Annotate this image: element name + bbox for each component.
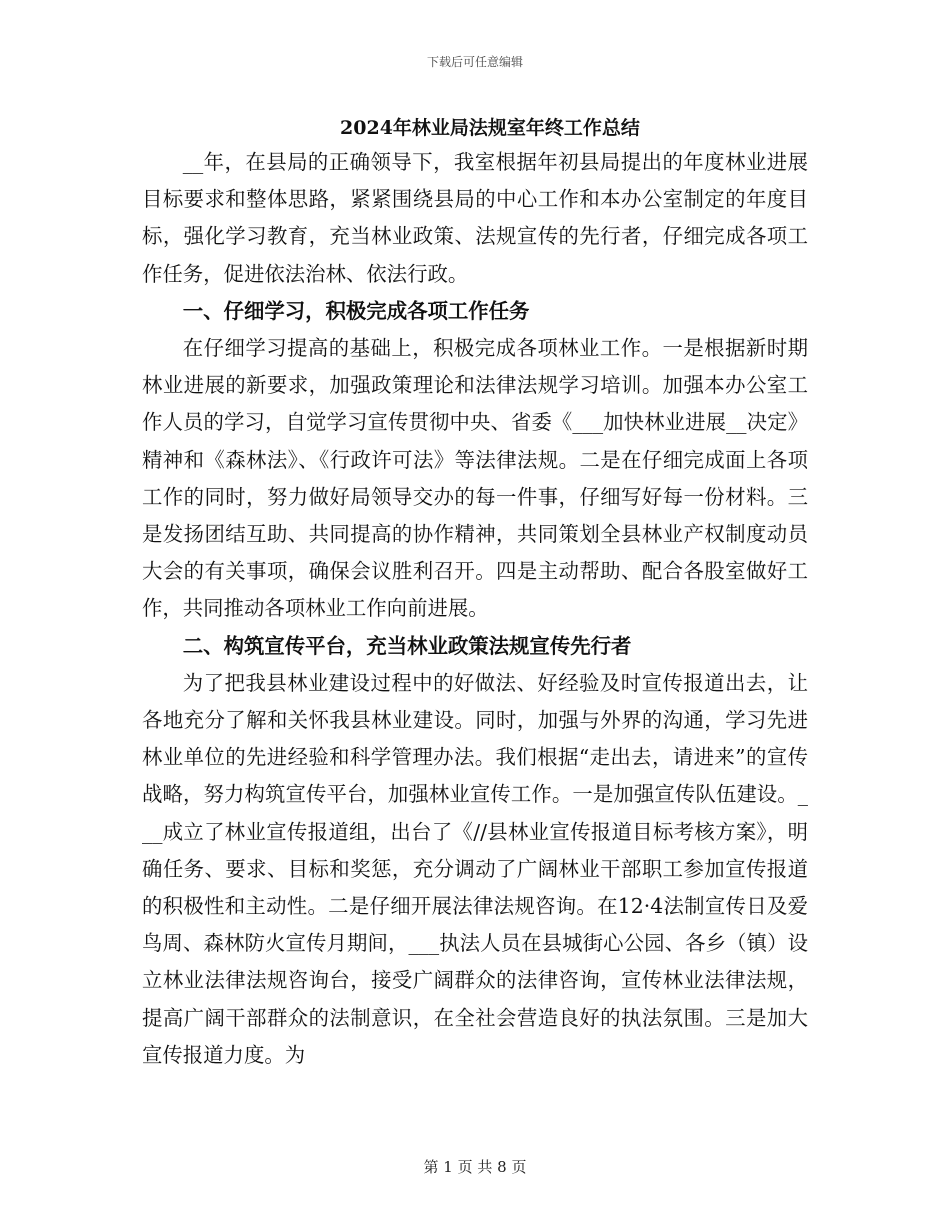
section-heading-1: 一、仔细学习，积极完成各项工作任务 <box>182 298 530 323</box>
page-header-note: 下载后可任意编辑 <box>426 55 523 69</box>
document-body <box>142 112 808 1074</box>
document-title: 2024年林业局法规室年终工作总结 <box>340 117 640 139</box>
paragraph-intro: __年，在县局的正确领导下，我室根据年初县局提出的年度林业进展目标要求和整体思路，紧紧围绕县局的中心工作和本办公室制定的年度目标，强化学习教育，充当林业政策、法规宣传的先行者，仔细完成各项工作任务，促进依法治林、依法行政。 <box>142 150 808 286</box>
paragraph-section-1: 在仔细学习提高的基础上，积极完成各项林业工作。一是根据新时期林业进展的新要求，加强政策理论和法律法规学习培训。加强本办公室工作人员的学习，自觉学习宣传贯彻中央、省委《___加快林业进展__决定》精神和《森林法》、《行政许可法》等法律法规。二是在仔细完成面上各项工作的同时，努力做好局领导交办的每一件事，仔细写好每一份材料。三是发扬团结互助、共同提高的协作精神，共同策划全县林业产权制度动员大会的有关事项，确保会议胜利召开。四是主动帮助、配合各股室做好工作，共同推动各项林业工作向前进展。 <box>142 336 808 621</box>
section-heading-2: 二、构筑宣传平台，充当林业政策法规宣传先行者 <box>182 633 632 658</box>
page-number: 第 1 页 共 8 页 <box>423 1158 527 1176</box>
paragraph-section-2: 为了把我县林业建设过程中的好做法、好经验及时宣传报道出去，让各地充分了解和关怀我县林业建设。同时，加强与外界的沟通，学习先进林业单位的先进经验和科学管理办法。我们根据“走出去，请进来”的宣传战略，努力构筑宣传平台，加强林业宣传工作。一是加强宣传队伍建设。___成立了林业宣传报道组，出台了《//县林业宣传报道目标考核方案》，明确任务、要求、目标和奖惩，充分调动了广阔林业干部职工参加宣传报道的积极性和主动性。二是仔细开展法律法规咨询。在12·4法制宣传日及爱鸟周、森林防火宣传月期间，___执法人员在县城街心公园、各乡（镇）设立林业法律法规咨询台，接受广阔群众的法律咨询，宣传林业法律法规，提高广阔干部群众的法制意识，在全社会营造良好的执法氛围。三是加大宣传报道力度。为 <box>142 670 808 1067</box>
